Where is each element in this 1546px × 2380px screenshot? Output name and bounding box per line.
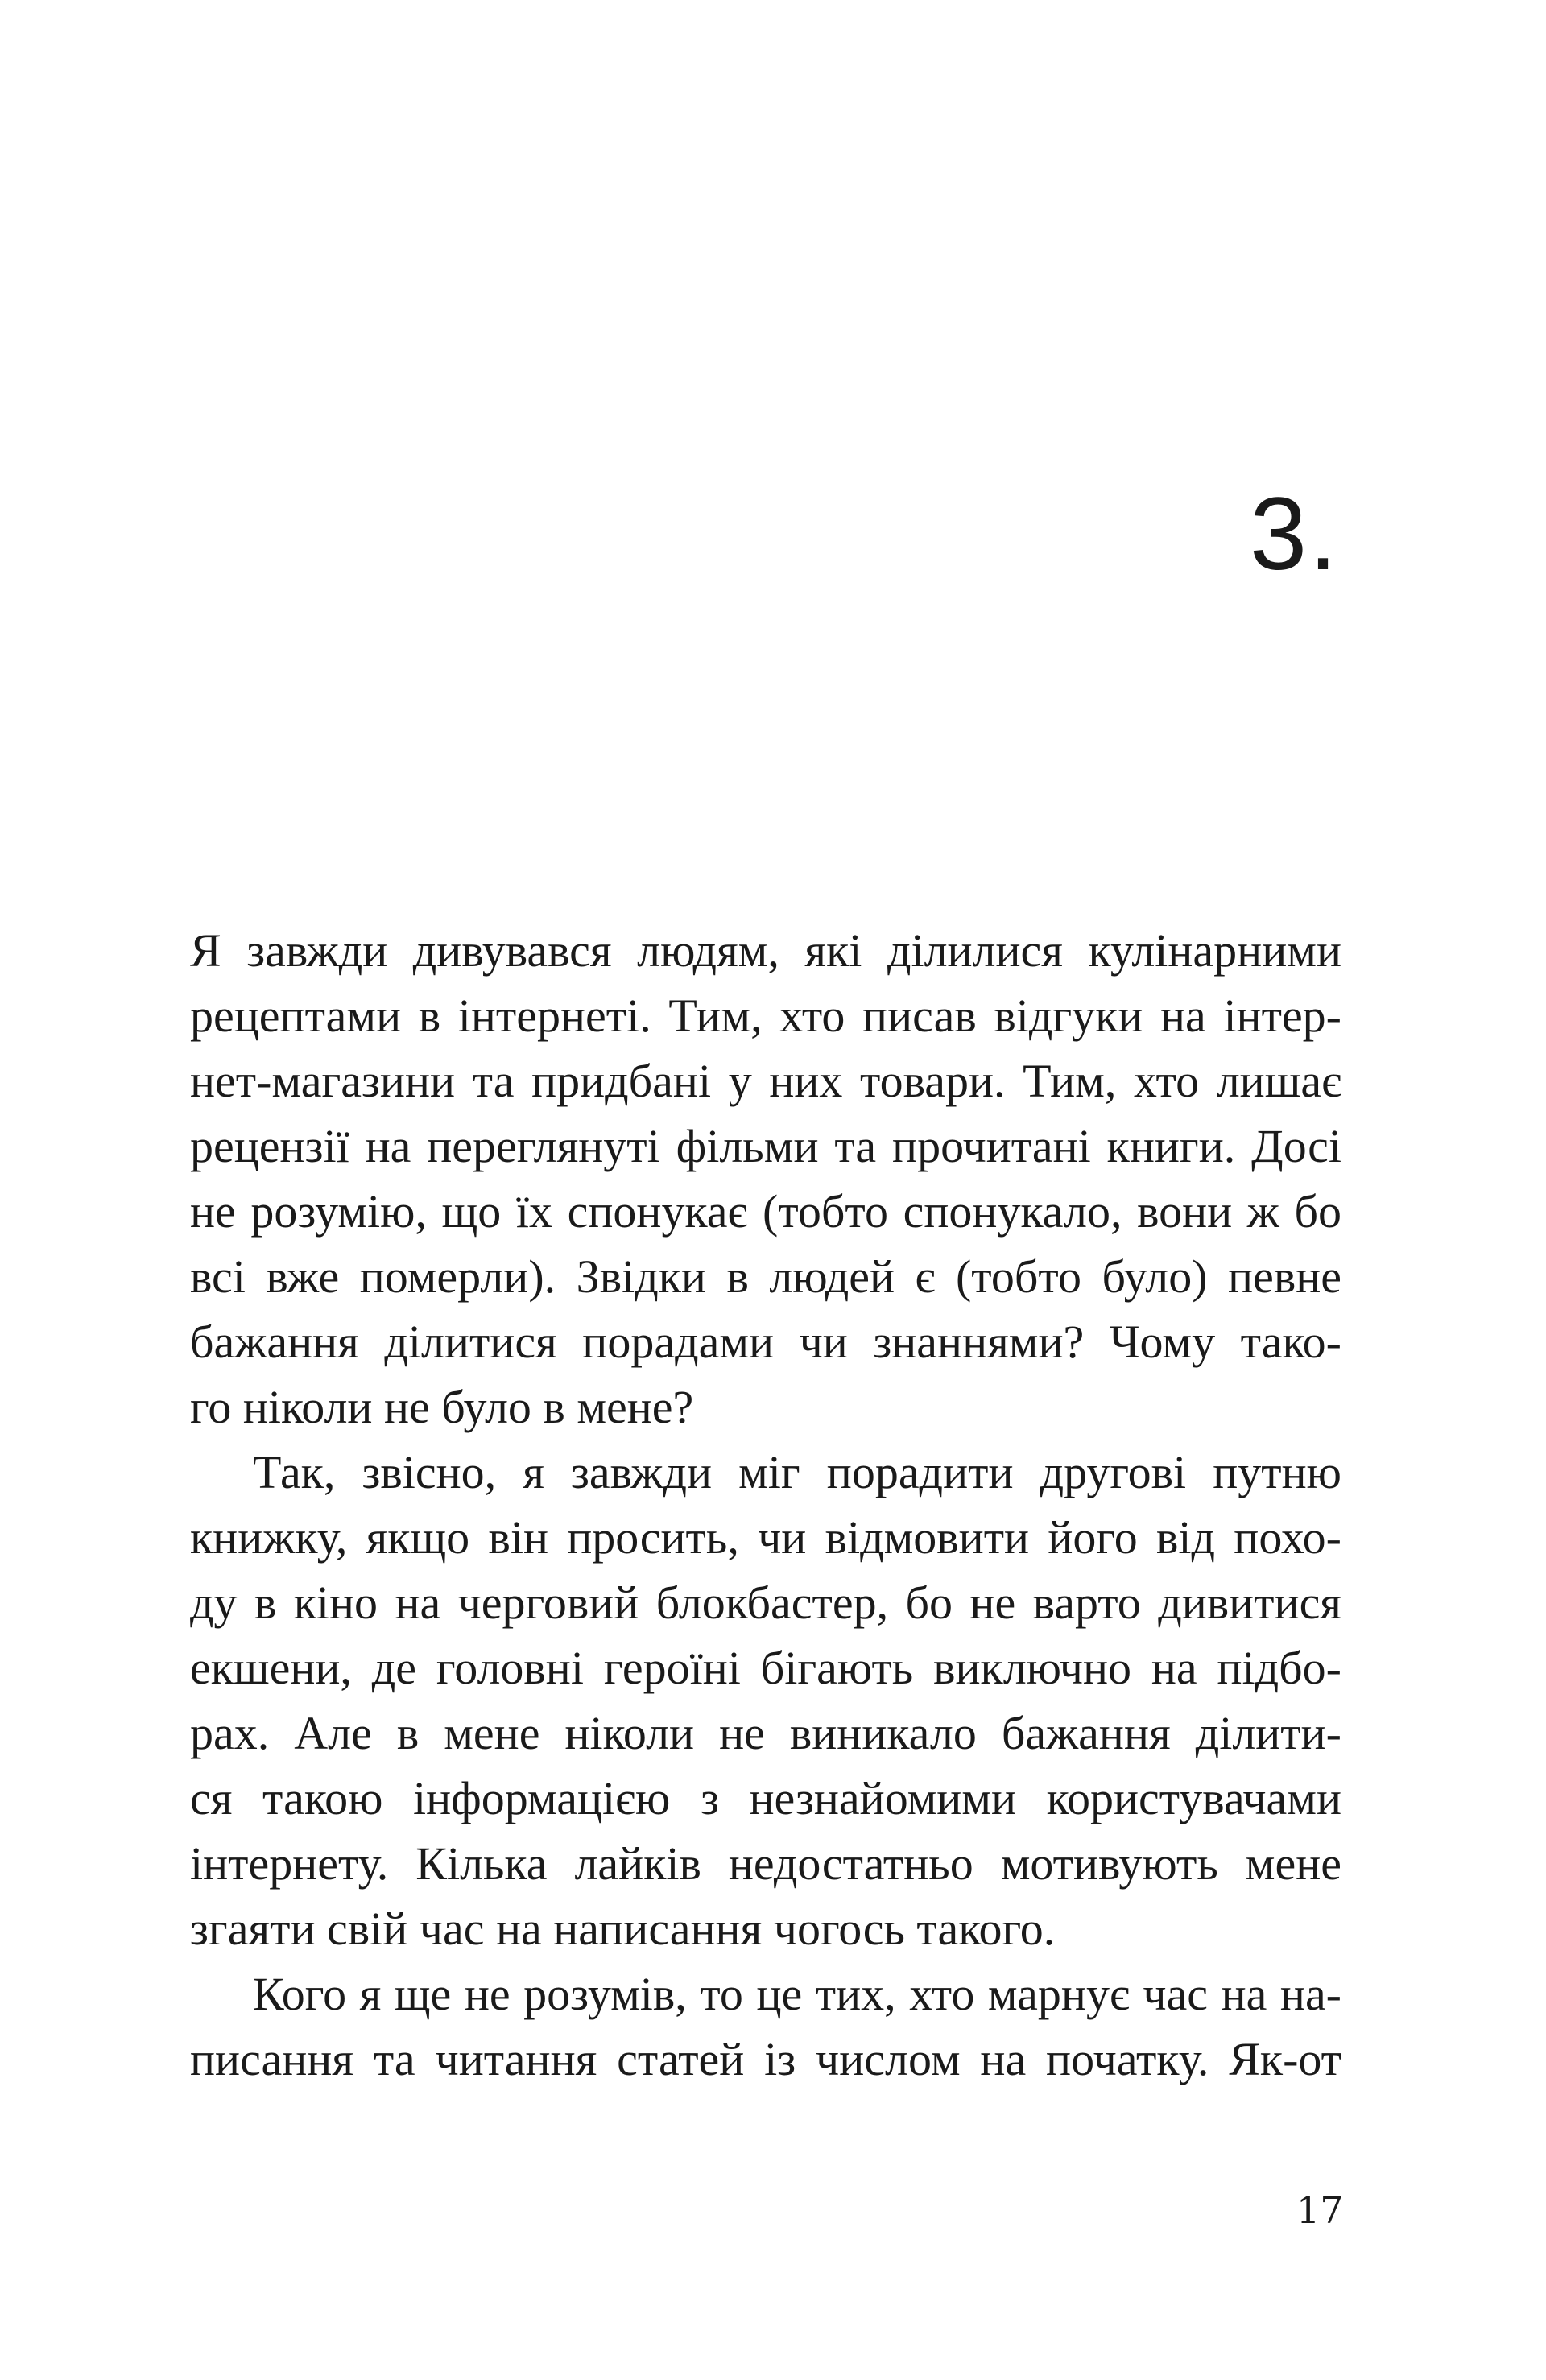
- chapter-number: 3.: [1250, 477, 1339, 592]
- text-line: екшени, де головні героїні бігають виключно на підбо-: [190, 1642, 1341, 1694]
- text-line: нет-магазини та придбані у них товари. Тим, хто лишає: [190, 1055, 1341, 1107]
- text-line: Так, звісно, я завжди міг порадити другові путню: [253, 1446, 1341, 1498]
- paragraph-3: [190, 1961, 1341, 2092]
- page-number: 17: [1296, 2188, 1344, 2232]
- text-line: рецензії на переглянуті фільми та прочитані книги. Досі: [190, 1120, 1341, 1172]
- text-line: ся такою інформацією з незнайомими користувачами: [190, 1772, 1341, 1824]
- text-line: згаяти свій час на написання чогось такого.: [190, 1903, 1056, 1955]
- body-text: [190, 918, 1341, 2092]
- paragraph-2: [190, 1440, 1341, 1961]
- text-line: Я завжди дивувався людям, які ділилися кулінарними: [190, 924, 1341, 977]
- text-line: ду в кіно на черговий блокбастер, бо не варто дивитися: [190, 1576, 1341, 1629]
- text-line: рах. Але в мене ніколи не виникало бажання ділити-: [190, 1707, 1341, 1759]
- text-line: всі вже померли). Звідки в людей є (тобто було) певне: [190, 1250, 1341, 1303]
- text-line: го ніколи не було в мене?: [190, 1381, 694, 1433]
- text-line: рецептами в інтернеті. Тим, хто писав відгуки на інтер-: [190, 990, 1341, 1042]
- text-line: не розумію, що їх спонукає (тобто спонукало, вони ж бо: [190, 1185, 1341, 1238]
- text-line: писання та читання статей із числом на початку. Як-от: [190, 2033, 1341, 2085]
- text-line: книжку, якщо він просить, чи відмовити його від похо-: [190, 1511, 1341, 1564]
- text-line: інтернету. Кілька лайків недостатньо мотивують мене: [190, 1837, 1341, 1890]
- paragraph-1: [190, 918, 1341, 1440]
- text-line: Кого я ще не розумів, то це тих, хто марнує час на на-: [253, 1968, 1341, 2020]
- text-line: бажання ділитися порадами чи знаннями? Чому тако-: [190, 1316, 1341, 1368]
